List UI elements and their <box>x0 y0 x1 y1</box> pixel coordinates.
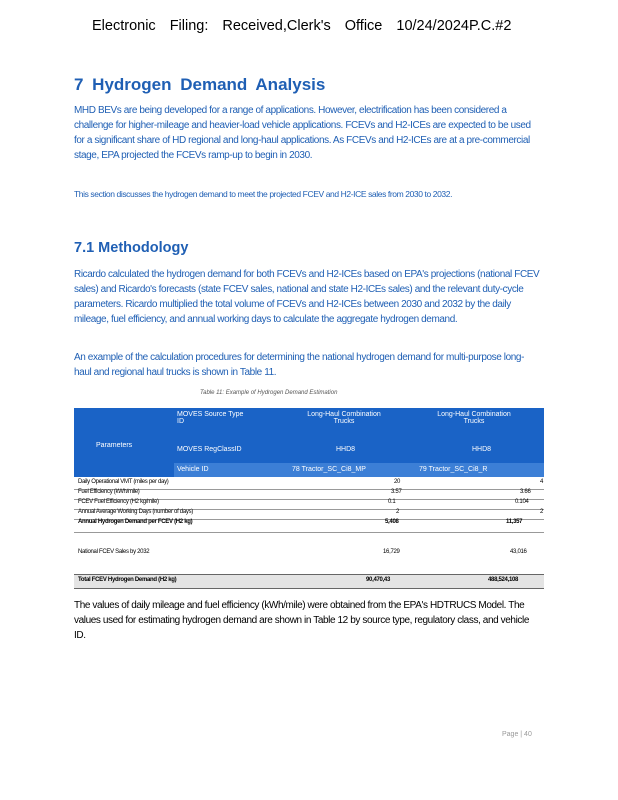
row-value-1: 16,729 <box>383 549 400 555</box>
row-label: National FCEV Sales by 2032 <box>78 549 150 555</box>
vehicle-id-row <box>174 463 544 477</box>
row-value-1: 5,408 <box>385 519 399 525</box>
table-total-row <box>74 574 544 589</box>
row-value-1: 3.57 <box>391 489 402 495</box>
closing-paragraph: The values of daily mileage and fuel efficiency (kWh/mile) were obtained from the EPA's HDTRUCS Model. The values used for estimating hydrogen demand are shown in Table 12 by source type, regulatory class, and vehicle ID. <box>74 600 529 641</box>
row-label: Annual Hydrogen Demand per FCEV (H2 kg) <box>78 519 193 525</box>
header-col1-vehicle-id: 78 Tractor_SC_Ci8_MP <box>292 466 366 473</box>
subsection-heading: 7.1 Methodology <box>74 240 189 256</box>
header-col2-vehicle-id: 79 Tractor_SC_Ci8_R <box>419 466 488 473</box>
header-label-regclass: MOVES RegClassID <box>177 446 242 453</box>
header-label-source-type: MOVES Source Type ID <box>177 411 244 425</box>
header-col2-source: Long-Haul Combination Trucks <box>437 411 511 425</box>
total-value-2: 488,524,108 <box>488 577 519 583</box>
table-caption: Table 11: Example of Hydrogen Demand Estimation <box>200 390 338 396</box>
filing-stamp: Electronic Filing: Received,Clerk's Office 10/24/2024P.C.#2 <box>92 18 512 34</box>
row-value-2: 0.104 <box>515 499 529 505</box>
row-value-1: 0.1 <box>388 499 396 505</box>
table-header <box>74 408 544 477</box>
row-value-1: 20 <box>394 479 401 485</box>
row-value-2: 43,016 <box>510 549 527 555</box>
row-label: Annual Average Working Days (number of days) <box>78 509 193 515</box>
row-value-2: 2 <box>540 509 544 515</box>
table-row <box>74 519 544 533</box>
total-value-1: 90,470,43 <box>366 577 390 583</box>
header-col1-source: Long-Haul Combination Trucks <box>307 411 381 425</box>
table-row <box>74 549 544 561</box>
row-value-2: 4 <box>540 479 544 485</box>
row-label: Fuel Efficiency (kWh/mile) <box>78 489 140 495</box>
section-heading: 7 Hydrogen Demand Analysis <box>74 75 326 94</box>
page-number: Page | 40 <box>502 731 532 738</box>
section-paragraph-2: This section discusses the hydrogen demand to meet the projected FCEV and H2-ICE sales from 2030 to 2032. <box>74 189 453 199</box>
row-label: FCEV Fuel Efficiency (H2 kg/mile) <box>78 499 159 505</box>
row-value-2: 11,357 <box>506 519 523 525</box>
row-value-1: 2 <box>396 509 400 515</box>
header-label-vehicle-id: Vehicle ID <box>177 466 209 473</box>
total-label: Total FCEV Hydrogen Demand (H2 kg) <box>78 577 177 583</box>
methodology-paragraph-1: Ricardo calculated the hydrogen demand for both FCEVs and H2-ICEs based on EPA's projections (national FCEV sales) and Ricardo's forecasts (state FCEV sales, national and state H2-ICEs sales) and the relevant duty-cycle parameters. Ricardo multiplied the total volume of FCEVs and H2-ICEs between 2030 and 2032 by the daily mileage, fuel efficiency, and annual working days to calculate the aggregate hydrogen demand. <box>74 269 540 325</box>
methodology-paragraph-2: An example of the calculation procedures for determining the national hydrogen demand for multi-purpose long-haul and regional haul trucks is shown in Table 11. <box>74 352 525 378</box>
section-paragraph-1: MHD BEVs are being developed for a range of applications. However, electrification has been considered a challenge for higher-mileage and heavier-load vehicle applications. FCEVs and H2-ICEs are expected to be used for a significant share of HD regional and long-haul applications. As FCEVs and H2-ICEs are at a pre-commercial stage, EPA projected the FCEVs ramp-up to begin in 2030. <box>74 105 531 161</box>
row-label: Daily Operational VMT (miles per day) <box>78 479 169 485</box>
header-col1-regclass: HHD8 <box>336 446 356 453</box>
row-value-2: 3.66 <box>520 489 531 495</box>
header-col2-regclass: HHD8 <box>472 446 492 453</box>
header-parameters: Parameters <box>96 442 133 449</box>
